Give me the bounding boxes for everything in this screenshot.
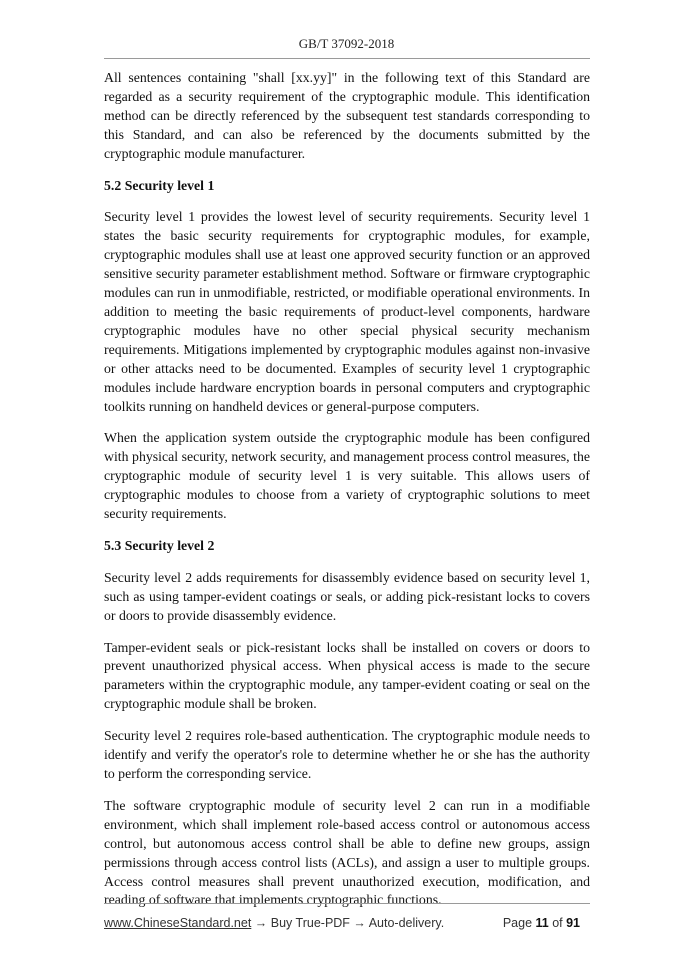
section-5-2-paragraph: When the application system outside the cryptographic module has been configured with physical security, network security, and management process control measures, the cryptographic module of security level 1 is very suitable. This allows users of cryptographic modules to choose from a variety of cryptographic solutions to meet security requirements.	[104, 430, 590, 522]
promo-text: → Buy True-PDF → Auto-delivery.	[251, 916, 445, 930]
section-heading-5-3: 5.3 Security level 2	[104, 537, 215, 553]
document-body	[104, 69, 590, 923]
section-5-3-paragraph: The software cryptographic module of security level 2 can run in a modifiable environment, which shall implement role-based access control or autonomous access control, but autonomous access control shall be able to define new groups, assign permissions through access control lists (ACLs), and assign a user to multiple groups. Access control measures shall prevent unauthorized execution, modification, and reading of software that implements cryptographic functions.	[104, 797, 590, 908]
header-divider	[104, 58, 590, 59]
footer-divider	[104, 903, 590, 904]
section-5-3-paragraph: Security level 2 adds requirements for disassembly evidence based on security level 1, such as using tamper-evident coatings or seals, or adding pick-resistant locks to covers or doors to provide disassembly evidence.	[104, 569, 590, 623]
section-5-2-paragraph: Security level 1 provides the lowest level of security requirements. Security level 1 states the basic security requirements for cryptographic modules, for example, cryptographic modules shall use at least one approved security function or an approved sensitive security parameter establishment method. Software or firmware cryptographic modules can run in unmodifiable, restricted, or modifiable operational environments. In addition to meeting the basic requirements of product-level components, hardware cryptographic modules have no other special physical security mechanism requirements. Mitigations implemented by cryptographic modules against non-invasive or other attacks need to be documented. Examples of security level 1 cryptographic modules include hardware encryption boards in personal computers and cryptographic toolkits running on handheld devices or general-purpose computers.	[104, 209, 590, 414]
section-5-3-paragraph: Tamper-evident seals or pick-resistant locks shall be installed on covers or doors to prevent unauthorized physical access. When physical access is made to the secure parameters within the cryptographic module, any tamper-evident coating or seal on the cryptographic module shall be broken.	[104, 639, 590, 712]
page-header	[0, 36, 693, 52]
page-of: of	[548, 916, 567, 930]
page-number	[503, 916, 580, 930]
standard-id: GB/T 37092-2018	[298, 36, 395, 51]
site-link[interactable]: www.ChineseStandard.net	[104, 916, 252, 930]
section-5-3-paragraph: Security level 2 requires role-based authentication. The cryptographic module needs to identify and verify the operator's role to determine whether he or she has the authority to perform the corresponding service.	[104, 728, 590, 781]
page-total: 91	[566, 916, 580, 930]
page-label: Page	[502, 916, 536, 930]
footer-promo-line	[104, 916, 444, 930]
page-current: 11	[535, 916, 549, 930]
section-heading-5-2: 5.2 Security level 1	[104, 177, 215, 193]
intro-paragraph: All sentences containing "shall [xx.yy]" in the following text of this Standard are regarded as a security requirement of the cryptographic module. This identification method can be directly referenced by the subsequent test standards corresponding to this Standard, and can also be referenced by the documents submitted by the cryptographic module manufacturer.	[104, 70, 590, 161]
